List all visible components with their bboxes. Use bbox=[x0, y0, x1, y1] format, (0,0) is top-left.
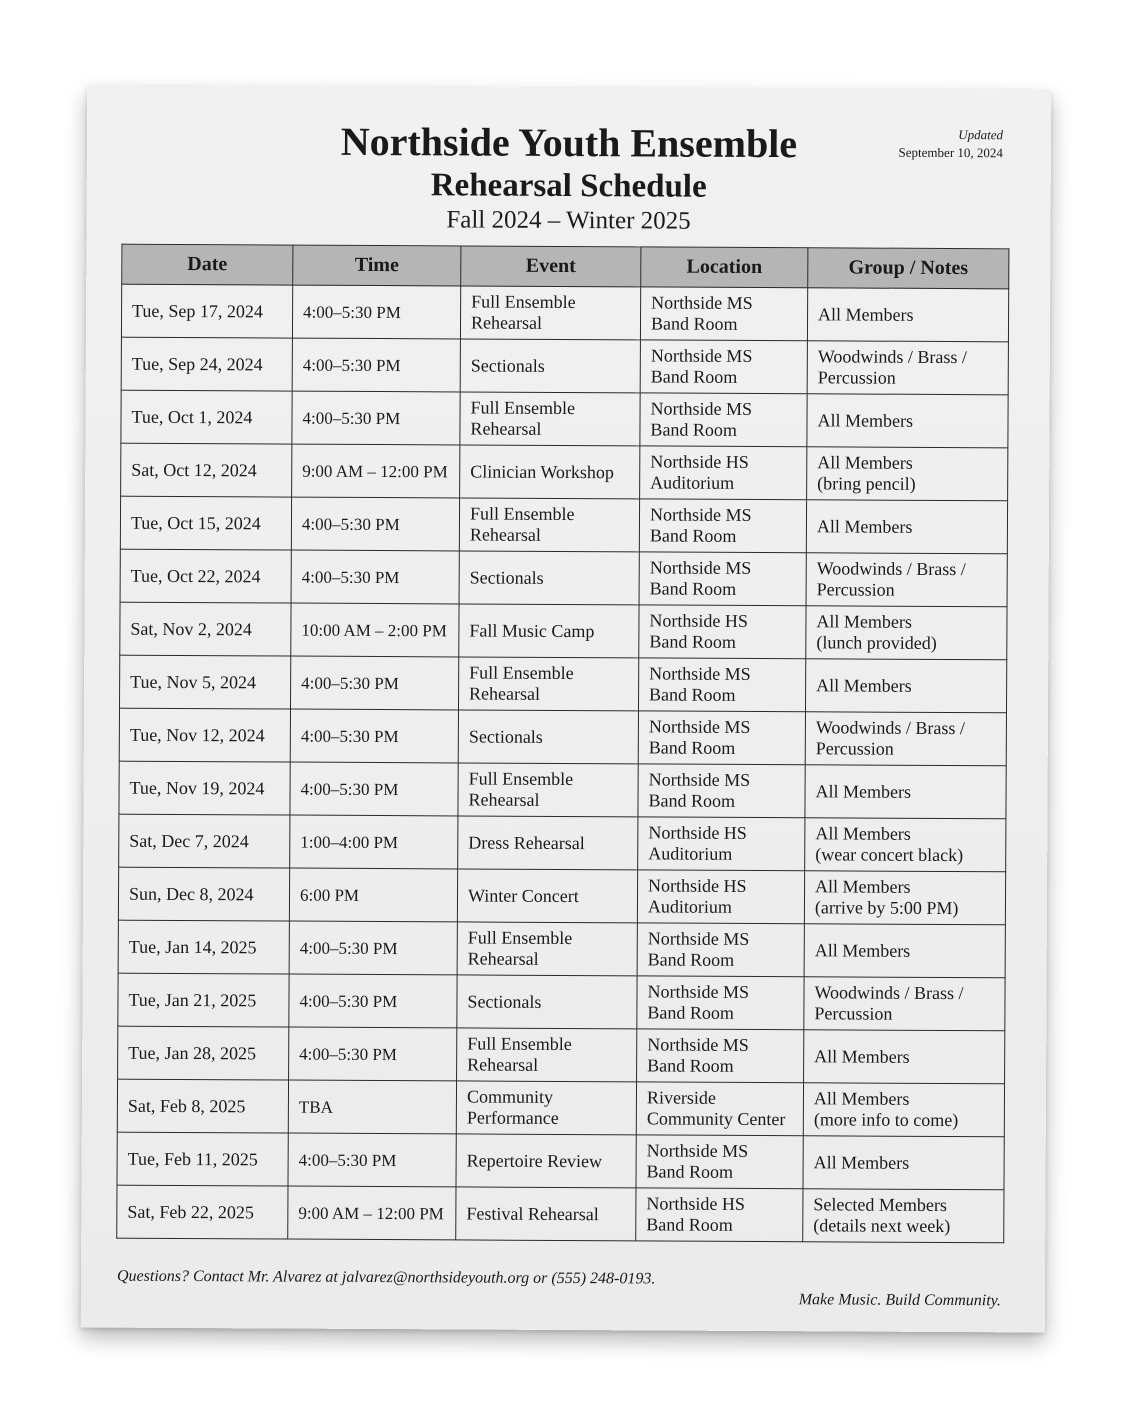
date-cell: Sat, Dec 7, 2024 bbox=[119, 814, 290, 868]
event-cell bbox=[457, 922, 637, 976]
location-cell-line: Northside MS bbox=[649, 663, 751, 684]
notes-cell bbox=[804, 871, 1005, 925]
location-cell-line: Northside MS bbox=[647, 928, 750, 949]
location-cell-line: Band Room bbox=[649, 684, 736, 705]
notes-cell-line: (arrive by 5:00 PM) bbox=[814, 897, 959, 919]
time-cell: 4:00–5:30 PM bbox=[292, 285, 460, 339]
location-cell bbox=[640, 340, 807, 394]
time-cell: 4:00–5:30 PM bbox=[288, 1133, 456, 1187]
date-cell: Tue, Nov 12, 2024 bbox=[119, 708, 290, 762]
notes-cell-line: All Members bbox=[817, 409, 914, 431]
location-cell bbox=[639, 605, 806, 659]
location-cell-line: Band Room bbox=[650, 313, 738, 334]
event-cell-line: Rehearsal bbox=[467, 1054, 539, 1075]
notes-cell-line: All Members bbox=[817, 452, 913, 473]
location-cell-line: Band Room bbox=[650, 366, 738, 387]
location-cell-line: Band Room bbox=[647, 1002, 734, 1023]
location-cell-line: Northside HS bbox=[650, 451, 749, 472]
table-row bbox=[119, 814, 1006, 872]
time-cell: TBA bbox=[288, 1080, 456, 1134]
tagline: Make Music. Build Community. bbox=[798, 1291, 1001, 1310]
notes-cell-line: Woodwinds / Brass / bbox=[816, 558, 966, 580]
location-cell-line: Northside MS bbox=[649, 504, 752, 525]
notes-cell bbox=[804, 924, 1005, 978]
table-row bbox=[117, 1132, 1004, 1190]
location-cell-line: Band Room bbox=[650, 419, 738, 440]
location-cell bbox=[639, 499, 806, 553]
location-cell bbox=[636, 1188, 803, 1242]
location-cell bbox=[637, 923, 804, 977]
notes-cell bbox=[804, 1030, 1005, 1084]
notes-cell-line: All Members bbox=[816, 674, 912, 696]
time-cell: 4:00–5:30 PM bbox=[291, 497, 459, 551]
time-cell: 4:00–5:30 PM bbox=[292, 391, 460, 445]
event-cell bbox=[460, 445, 640, 499]
date-cell: Tue, Nov 19, 2024 bbox=[119, 761, 290, 815]
location-cell-line: Northside HS bbox=[646, 1193, 745, 1214]
event-cell-line: Sectionals bbox=[470, 354, 545, 376]
event-cell-line: Rehearsal bbox=[469, 683, 541, 704]
location-cell-line: Northside MS bbox=[649, 557, 752, 578]
event-cell-line: Full Ensemble bbox=[471, 291, 576, 313]
notes-cell-line: (more info to come) bbox=[813, 1109, 959, 1131]
notes-cell bbox=[807, 341, 1008, 395]
page-title: Northside Youth Ensemble bbox=[340, 118, 798, 167]
date-cell: Tue, Oct 22, 2024 bbox=[120, 549, 291, 603]
event-cell-line: Sectionals bbox=[467, 990, 542, 1012]
location-cell-line: Community Center bbox=[646, 1108, 786, 1130]
location-cell-line: Northside MS bbox=[646, 1140, 749, 1161]
event-cell-line: Dress Rehearsal bbox=[468, 831, 585, 853]
date-cell: Sat, Feb 22, 2025 bbox=[117, 1185, 288, 1239]
notes-cell bbox=[805, 818, 1006, 872]
location-cell bbox=[637, 870, 804, 924]
notes-cell-line: (bring pencil) bbox=[817, 473, 916, 494]
notes-cell bbox=[803, 1189, 1004, 1243]
notes-cell bbox=[807, 447, 1008, 501]
notes-cell-line: All Members bbox=[814, 1045, 910, 1067]
location-cell-line: Northside MS bbox=[647, 981, 750, 1002]
location-cell bbox=[636, 1082, 803, 1136]
location-cell-line: Auditorium bbox=[648, 843, 733, 864]
event-cell bbox=[459, 551, 639, 605]
column-header-time: Time bbox=[293, 245, 461, 286]
location-cell-line: Northside MS bbox=[648, 716, 751, 737]
date-cell: Tue, Nov 5, 2024 bbox=[119, 655, 290, 709]
event-cell-line: Winter Concert bbox=[467, 884, 579, 906]
location-cell-line: Riverside bbox=[646, 1087, 717, 1108]
notes-cell-line: All Members bbox=[814, 939, 911, 961]
event-cell bbox=[457, 869, 637, 923]
table-row bbox=[117, 1185, 1004, 1243]
season-label: Fall 2024 – Winter 2025 bbox=[446, 206, 691, 235]
location-cell-line: Northside MS bbox=[647, 1034, 749, 1055]
table-row bbox=[121, 337, 1008, 395]
column-header-location: Location bbox=[641, 247, 808, 288]
notes-cell bbox=[806, 606, 1007, 660]
location-cell bbox=[636, 1135, 803, 1189]
location-cell-line: Band Room bbox=[648, 737, 736, 758]
notes-cell-line: Percussion bbox=[814, 1003, 893, 1024]
column-header-event: Event bbox=[461, 246, 641, 287]
event-cell-line: Rehearsal bbox=[468, 789, 540, 810]
contact-note: Questions? Contact Mr. Alvarez at jalvarez@northsideyouth.org or (555) 248-0193. bbox=[116, 1267, 656, 1288]
notes-cell-line: All Members bbox=[816, 515, 913, 537]
schedule-body bbox=[117, 284, 1009, 1243]
notes-cell bbox=[803, 1136, 1004, 1190]
event-cell bbox=[458, 816, 638, 870]
table-row bbox=[120, 602, 1007, 660]
notes-cell bbox=[805, 765, 1006, 819]
column-header-date: Date bbox=[122, 244, 293, 285]
event-cell-line: Sectionals bbox=[468, 725, 543, 747]
event-cell bbox=[458, 710, 638, 764]
location-cell bbox=[638, 817, 805, 871]
event-cell-line: Rehearsal bbox=[469, 524, 541, 545]
notes-cell bbox=[807, 394, 1008, 448]
notes-cell-line: Woodwinds / Brass / bbox=[815, 717, 966, 739]
event-cell bbox=[456, 1081, 636, 1135]
table-row bbox=[118, 1026, 1005, 1084]
location-cell-line: Band Room bbox=[649, 525, 737, 546]
date-cell: Sat, Feb 8, 2025 bbox=[117, 1079, 288, 1133]
event-cell-line: Full Ensemble bbox=[467, 927, 573, 949]
notes-cell-line: (wear concert black) bbox=[815, 844, 964, 866]
notes-cell-line: Percussion bbox=[816, 579, 895, 600]
event-cell bbox=[456, 1187, 636, 1241]
notes-cell-line: All Members bbox=[816, 611, 912, 632]
table-row bbox=[120, 549, 1007, 607]
date-cell: Tue, Oct 15, 2024 bbox=[120, 496, 291, 550]
time-cell: 4:00–5:30 PM bbox=[289, 1027, 457, 1081]
location-cell-line: Band Room bbox=[648, 790, 736, 811]
notes-cell-line: All Members bbox=[818, 303, 914, 325]
date-cell: Sun, Dec 8, 2024 bbox=[118, 867, 289, 921]
time-cell: 10:00 AM – 2:00 PM bbox=[291, 603, 459, 657]
table-row bbox=[117, 1079, 1004, 1137]
location-cell-line: Northside MS bbox=[648, 769, 751, 790]
location-cell bbox=[638, 764, 805, 818]
time-cell: 1:00–4:00 PM bbox=[290, 815, 458, 869]
time-cell: 9:00 AM – 12:00 PM bbox=[292, 444, 460, 498]
time-cell: 9:00 AM – 12:00 PM bbox=[288, 1186, 456, 1240]
event-cell bbox=[457, 975, 637, 1029]
event-cell-line: Sectionals bbox=[469, 566, 544, 588]
location-cell bbox=[637, 976, 804, 1030]
event-cell bbox=[458, 763, 638, 817]
location-cell bbox=[640, 393, 807, 447]
location-cell bbox=[640, 446, 807, 500]
event-cell bbox=[459, 604, 639, 658]
event-cell-line: Festival Rehearsal bbox=[466, 1202, 599, 1224]
table-row bbox=[121, 390, 1008, 448]
notes-cell-line: Percussion bbox=[815, 738, 894, 759]
notes-cell bbox=[806, 500, 1007, 554]
date-cell: Sat, Oct 12, 2024 bbox=[121, 443, 292, 497]
table-row bbox=[119, 655, 1006, 713]
location-cell-line: Northside HS bbox=[649, 610, 749, 631]
table-row bbox=[121, 284, 1008, 342]
location-cell-line: Band Room bbox=[647, 949, 735, 970]
location-cell-line: Northside MS bbox=[650, 345, 753, 366]
event-cell bbox=[459, 498, 639, 552]
updated-note bbox=[899, 126, 1004, 163]
event-cell bbox=[460, 339, 640, 393]
notes-cell bbox=[805, 659, 1006, 713]
location-cell-line: Northside MS bbox=[650, 398, 753, 419]
date-cell: Tue, Jan 28, 2025 bbox=[118, 1026, 289, 1080]
notes-cell-line: All Members bbox=[815, 876, 911, 897]
event-cell bbox=[458, 657, 638, 711]
date-cell: Tue, Feb 11, 2025 bbox=[117, 1132, 288, 1186]
table-row bbox=[121, 443, 1008, 501]
location-cell-line: Auditorium bbox=[647, 896, 733, 917]
location-cell bbox=[639, 552, 806, 606]
location-cell-line: Northside HS bbox=[648, 822, 747, 843]
notes-cell bbox=[805, 712, 1006, 766]
event-cell-line: Rehearsal bbox=[470, 418, 542, 439]
notes-cell-line: (lunch provided) bbox=[816, 632, 937, 653]
time-cell: 4:00–5:30 PM bbox=[290, 762, 458, 816]
date-cell: Sat, Nov 2, 2024 bbox=[120, 602, 291, 656]
event-cell-line: Clinician Workshop bbox=[470, 460, 615, 482]
event-cell-line: Full Ensemble bbox=[469, 503, 575, 525]
location-cell bbox=[638, 658, 805, 712]
event-cell-line: Full Ensemble bbox=[470, 397, 576, 419]
time-cell: 4:00–5:30 PM bbox=[292, 338, 460, 392]
location-cell-line: Band Room bbox=[646, 1161, 734, 1182]
notes-cell-line: All Members bbox=[813, 1088, 910, 1109]
event-cell-line: Repertoire Review bbox=[466, 1149, 603, 1171]
updated-date: September 10, 2024 bbox=[898, 144, 1003, 161]
location-cell-line: Band Room bbox=[647, 1055, 734, 1076]
time-cell: 4:00–5:30 PM bbox=[289, 974, 457, 1028]
event-cell-line: Rehearsal bbox=[467, 948, 539, 969]
date-cell: Tue, Jan 21, 2025 bbox=[118, 973, 289, 1027]
event-cell-line: Full Ensemble bbox=[467, 1033, 572, 1055]
time-cell: 4:00–5:30 PM bbox=[289, 921, 457, 975]
location-cell-line: Band Room bbox=[649, 578, 737, 599]
event-cell-line: Fall Music Camp bbox=[469, 619, 595, 641]
page-subtitle: Rehearsal Schedule bbox=[430, 167, 707, 205]
date-cell: Tue, Jan 14, 2025 bbox=[118, 920, 289, 974]
notes-cell-line: All Members bbox=[815, 823, 911, 844]
time-cell: 4:00–5:30 PM bbox=[290, 656, 458, 710]
location-cell-line: Northside MS bbox=[651, 292, 753, 313]
notes-cell bbox=[804, 977, 1005, 1031]
notes-cell-line: Percussion bbox=[817, 367, 896, 388]
notes-cell-line: Woodwinds / Brass / bbox=[814, 982, 964, 1004]
event-cell bbox=[460, 286, 640, 340]
date-cell: Tue, Sep 17, 2024 bbox=[121, 284, 292, 338]
event-cell-line: Performance bbox=[466, 1107, 559, 1128]
location-cell bbox=[640, 287, 807, 341]
column-header-notes: Group / Notes bbox=[808, 248, 1009, 289]
table-row bbox=[120, 496, 1007, 554]
notes-cell bbox=[807, 288, 1008, 342]
table-row bbox=[118, 867, 1005, 925]
notes-cell bbox=[806, 553, 1007, 607]
notes-cell bbox=[803, 1083, 1004, 1137]
location-cell-line: Band Room bbox=[646, 1214, 733, 1235]
table-row bbox=[119, 708, 1006, 766]
date-cell: Tue, Oct 1, 2024 bbox=[121, 390, 292, 444]
event-cell-line: Rehearsal bbox=[470, 312, 543, 333]
notes-cell-line: (details next week) bbox=[813, 1215, 951, 1237]
location-cell-line: Band Room bbox=[649, 631, 736, 652]
schedule-sheet bbox=[81, 85, 1051, 1332]
updated-label: Updated bbox=[958, 127, 1004, 143]
event-cell-line: Full Ensemble bbox=[468, 768, 574, 790]
event-cell bbox=[457, 1028, 637, 1082]
time-cell: 4:00–5:30 PM bbox=[290, 709, 458, 763]
event-cell-line: Community bbox=[466, 1086, 554, 1107]
event-cell-line: Full Ensemble bbox=[469, 662, 574, 684]
schedule-table bbox=[116, 244, 1009, 1244]
time-cell: 6:00 PM bbox=[289, 868, 457, 922]
event-cell bbox=[456, 1134, 636, 1188]
notes-cell-line: All Members bbox=[813, 1151, 910, 1173]
notes-cell-line: Selected Members bbox=[813, 1194, 947, 1216]
table-row bbox=[118, 973, 1005, 1031]
table-row bbox=[119, 761, 1006, 819]
table-header-row bbox=[122, 244, 1009, 289]
date-cell: Tue, Sep 24, 2024 bbox=[121, 337, 292, 391]
location-cell bbox=[637, 1029, 804, 1083]
location-cell-line: Auditorium bbox=[650, 472, 735, 493]
location-cell-line: Northside HS bbox=[648, 875, 747, 896]
time-cell: 4:00–5:30 PM bbox=[291, 550, 459, 604]
table-row bbox=[118, 920, 1005, 978]
notes-cell-line: Woodwinds / Brass / bbox=[817, 346, 967, 368]
location-cell bbox=[638, 711, 805, 765]
notes-cell-line: All Members bbox=[815, 780, 912, 802]
event-cell bbox=[460, 392, 640, 446]
